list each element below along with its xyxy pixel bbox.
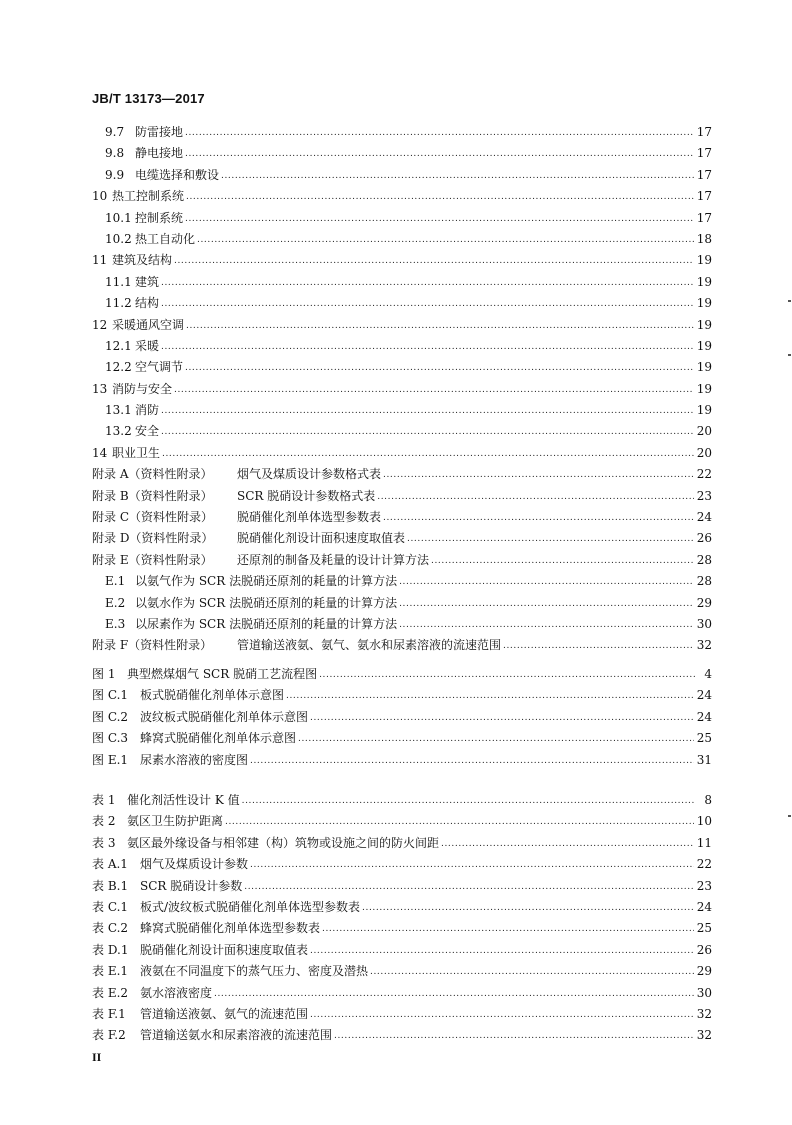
entry-title: 采暖 xyxy=(135,338,160,353)
figure-entry[interactable] xyxy=(92,685,712,706)
dot-leader xyxy=(310,706,694,729)
dot-leader xyxy=(383,506,694,529)
toc-entry[interactable] xyxy=(92,293,712,314)
table-entry[interactable] xyxy=(92,918,712,939)
entry-title: 烟气及煤质设计参数格式表 xyxy=(237,467,382,482)
entry-title: 催化剂活性设计 K 值 xyxy=(127,793,240,807)
dot-leader xyxy=(185,142,694,165)
toc-entry[interactable] xyxy=(92,635,712,656)
dot-leader xyxy=(225,810,694,833)
entry-number: 表 C.1 xyxy=(92,899,129,914)
dot-leader xyxy=(503,634,694,657)
dot-leader xyxy=(197,228,694,251)
dot-leader xyxy=(174,378,694,401)
toc-entry[interactable] xyxy=(92,143,712,164)
dot-leader xyxy=(161,399,694,422)
entry-number: 附录 F（资料性附录） xyxy=(92,638,213,653)
table-entry[interactable] xyxy=(92,1025,712,1046)
entry-page-number: 23 xyxy=(696,488,712,503)
toc-entry[interactable] xyxy=(92,464,712,485)
toc-entry[interactable] xyxy=(92,443,712,464)
dot-leader xyxy=(286,684,694,707)
dot-leader xyxy=(186,314,694,337)
dot-leader xyxy=(214,982,694,1005)
entry-page-number: 17 xyxy=(696,210,712,225)
entry-page-number: 30 xyxy=(696,616,712,631)
entry-page-number: 22 xyxy=(696,857,712,872)
toc-entry[interactable] xyxy=(92,315,712,336)
dot-leader xyxy=(399,570,694,593)
entry-title: 脱硝催化剂单体选型参数表 xyxy=(237,510,382,525)
scan-speck xyxy=(788,815,791,817)
entry-number: 表 F.2 xyxy=(92,1028,126,1043)
entry-title: 电缆选择和敷设 xyxy=(135,167,220,182)
dot-leader xyxy=(221,164,694,187)
entry-number: 11.1 xyxy=(105,274,132,289)
toc-entry[interactable] xyxy=(92,614,712,635)
entry-title: 消防与安全 xyxy=(112,381,173,396)
toc-entry[interactable] xyxy=(92,593,712,614)
entry-page-number: 26 xyxy=(696,531,712,546)
entry-title: 管道输送氨水和尿素溶液的流速范围 xyxy=(140,1028,333,1043)
entry-title: 板式脱硝催化剂单体示意图 xyxy=(140,688,285,703)
figure-entry[interactable] xyxy=(92,728,712,749)
figure-entry[interactable] xyxy=(92,750,712,771)
toc-entry[interactable] xyxy=(92,421,712,442)
dot-leader xyxy=(185,356,694,379)
toc-entry[interactable] xyxy=(92,507,712,528)
entry-number: 图 C.1 xyxy=(92,688,129,703)
entry-title: 建筑 xyxy=(135,274,160,289)
table-entry[interactable] xyxy=(92,897,712,918)
entry-title: 氨水溶液密度 xyxy=(140,985,213,1000)
entry-title: 蜂窝式脱硝催化剂单体选型参数表 xyxy=(140,921,321,936)
entry-number: 12.1 xyxy=(105,338,132,353)
entry-number: 附录 B（资料性附录） xyxy=(92,488,213,503)
entry-title: 蜂窝式脱硝催化剂单体示意图 xyxy=(140,731,297,746)
entry-page-number: 20 xyxy=(696,424,712,439)
toc-entry[interactable] xyxy=(92,272,712,293)
entry-title: 采暖通风空调 xyxy=(112,317,185,332)
entry-number: E.2 xyxy=(105,595,126,610)
entry-page-number: 17 xyxy=(696,146,712,161)
entry-number: 14 xyxy=(92,445,108,460)
entry-number: 表 1 xyxy=(92,793,116,807)
entry-number: 10.2 xyxy=(105,231,132,246)
dot-leader xyxy=(383,463,694,486)
entry-title: 防雷接地 xyxy=(135,125,184,139)
dot-leader xyxy=(362,896,694,919)
dot-leader xyxy=(310,1003,694,1026)
dot-leader xyxy=(161,292,694,315)
entry-title: SCR 脱硝设计参数格式表 xyxy=(237,488,376,503)
dot-leader xyxy=(377,485,693,508)
entry-page-number: 24 xyxy=(696,688,712,703)
entry-number: 附录 D（资料性附录） xyxy=(92,531,214,546)
entry-number: 附录 A（资料性附录） xyxy=(92,467,213,482)
entry-number: 附录 E（资料性附录） xyxy=(92,552,213,567)
entry-page-number: 20 xyxy=(696,445,712,460)
toc-entry[interactable] xyxy=(92,550,712,571)
entry-title: 还原剂的制备及耗量的设计计算方法 xyxy=(237,552,430,567)
entry-number: 附录 C（资料性附录） xyxy=(92,510,213,525)
entry-number: E.3 xyxy=(105,616,126,631)
entry-page-number: 26 xyxy=(696,942,712,957)
entry-page-number: 24 xyxy=(696,510,712,525)
entry-page-number: 19 xyxy=(696,338,712,353)
entry-title: 波纹板式脱硝催化剂单体示意图 xyxy=(140,709,309,724)
table-entry[interactable] xyxy=(92,833,712,854)
dot-leader xyxy=(161,271,694,294)
table-entry[interactable] xyxy=(92,854,712,875)
entry-number: 11.2 xyxy=(105,296,132,311)
entry-number: 11 xyxy=(92,253,108,268)
entry-page-number: 32 xyxy=(696,638,712,653)
list-of-tables xyxy=(92,790,712,1047)
entry-page-number: 31 xyxy=(696,752,712,767)
entry-title: 热工自动化 xyxy=(135,231,196,246)
entry-number: 表 E.2 xyxy=(92,985,129,1000)
entry-title: 管道输送液氨、氨气的流速范围 xyxy=(140,1006,309,1021)
toc-entry[interactable] xyxy=(92,400,712,421)
scan-speck xyxy=(788,300,791,302)
entry-page-number: 28 xyxy=(696,552,712,567)
entry-number: 9.9 xyxy=(105,167,125,182)
dot-leader xyxy=(334,1024,694,1047)
page-number-footer: II xyxy=(92,1050,102,1064)
dot-leader xyxy=(322,917,694,940)
dot-leader xyxy=(162,442,694,465)
toc-entry[interactable] xyxy=(92,165,712,186)
dot-leader xyxy=(399,592,694,615)
entry-title: 结构 xyxy=(135,296,160,311)
entry-page-number: 18 xyxy=(696,231,712,246)
entry-page-number: 19 xyxy=(696,403,712,418)
entry-title: 脱硝催化剂设计面积速度取值表 xyxy=(140,942,309,957)
dot-leader xyxy=(185,207,694,230)
toc-entry[interactable] xyxy=(92,250,712,271)
toc-entry[interactable] xyxy=(92,208,712,229)
dot-leader xyxy=(310,939,694,962)
entry-number: 10 xyxy=(92,189,108,204)
list-of-figures xyxy=(92,664,712,771)
entry-page-number: 24 xyxy=(696,899,712,914)
entry-title: 静电接地 xyxy=(135,146,184,161)
entry-page-number: 10 xyxy=(696,814,712,829)
entry-number: 表 C.2 xyxy=(92,921,129,936)
entry-number: 13.1 xyxy=(105,403,132,418)
entry-title: 以氨水作为 SCR 法脱硝还原剂的耗量的计算方法 xyxy=(135,595,398,610)
entry-page-number: 22 xyxy=(696,467,712,482)
entry-page-number: 29 xyxy=(696,595,712,610)
entry-title: 典型燃煤烟气 SCR 脱硝工艺流程图 xyxy=(127,667,318,681)
entry-title: 板式/波纹板式脱硝催化剂单体选型参数表 xyxy=(140,899,361,914)
dot-leader xyxy=(319,663,695,686)
entry-title: 以尿素作为 SCR 法脱硝还原剂的耗量的计算方法 xyxy=(135,616,398,631)
dot-leader xyxy=(161,420,694,443)
entry-number: 表 F.1 xyxy=(92,1006,126,1021)
dot-leader xyxy=(441,832,694,855)
entry-number: 表 B.1 xyxy=(92,878,129,893)
entry-number: 9.7 xyxy=(105,125,125,139)
toc-entry[interactable] xyxy=(92,379,712,400)
scan-speck xyxy=(788,354,791,356)
entry-title: 热工控制系统 xyxy=(112,189,185,204)
table-entry[interactable] xyxy=(92,983,712,1004)
table-entry[interactable] xyxy=(92,876,712,897)
entry-page-number: 17 xyxy=(696,167,712,182)
table-entry[interactable] xyxy=(92,961,712,982)
toc-entry[interactable] xyxy=(92,229,712,250)
entry-page-number: 17 xyxy=(696,125,712,139)
toc-entry[interactable] xyxy=(92,357,712,378)
table-of-contents xyxy=(92,122,712,657)
entry-page-number: 19 xyxy=(696,360,712,375)
table-entry[interactable] xyxy=(92,790,712,811)
table-entry[interactable] xyxy=(92,811,712,832)
entry-page-number: 32 xyxy=(696,1006,712,1021)
entry-title: 建筑及结构 xyxy=(112,253,173,268)
toc-entry[interactable] xyxy=(92,571,712,592)
dot-leader xyxy=(242,789,695,812)
toc-entry[interactable] xyxy=(92,186,712,207)
entry-page-number: 19 xyxy=(696,381,712,396)
dot-leader xyxy=(244,875,693,898)
figure-entry[interactable] xyxy=(92,664,712,685)
entry-title: 以氨气作为 SCR 法脱硝还原剂的耗量的计算方法 xyxy=(135,574,398,589)
entry-number: 图 1 xyxy=(92,667,116,681)
entry-title: 职业卫生 xyxy=(112,445,161,460)
entry-page-number: 19 xyxy=(696,253,712,268)
entry-number: 12.2 xyxy=(105,360,132,375)
toc-entry[interactable] xyxy=(92,528,712,549)
entry-page-number: 11 xyxy=(696,835,712,850)
entry-title: 氨区卫生防护距离 xyxy=(127,814,224,829)
entry-title: 脱硝催化剂设计面积速度取值表 xyxy=(237,531,406,546)
dot-leader xyxy=(407,527,694,550)
entry-title: 安全 xyxy=(135,424,160,439)
entry-page-number: 19 xyxy=(696,317,712,332)
entry-page-number: 28 xyxy=(696,574,712,589)
document-number-header: JB/T 13173—2017 xyxy=(92,91,205,106)
dot-leader xyxy=(161,335,694,358)
toc-entry[interactable] xyxy=(92,336,712,357)
entry-page-number: 19 xyxy=(696,274,712,289)
entry-title: 消防 xyxy=(135,403,160,418)
entry-number: 表 3 xyxy=(92,835,116,850)
entry-number: 表 E.1 xyxy=(92,964,129,979)
entry-number: 表 D.1 xyxy=(92,942,129,957)
dot-leader xyxy=(370,960,694,983)
entry-number: 10.1 xyxy=(105,210,132,225)
entry-page-number: 8 xyxy=(704,793,712,807)
entry-title: 氨区最外缘设备与相邻建（构）筑物或设施之间的防火间距 xyxy=(127,835,440,850)
entry-number: E.1 xyxy=(105,574,126,589)
dot-leader xyxy=(250,853,694,876)
entry-title: 空气调节 xyxy=(135,360,184,375)
entry-number: 图 C.3 xyxy=(92,731,129,746)
toc-entry[interactable] xyxy=(92,486,712,507)
dot-leader xyxy=(250,749,694,772)
entry-number: 图 C.2 xyxy=(92,709,129,724)
entry-title: 烟气及煤质设计参数 xyxy=(140,857,249,872)
entry-page-number: 25 xyxy=(696,921,712,936)
entry-title: SCR 脱硝设计参数 xyxy=(140,878,243,893)
entry-title: 控制系统 xyxy=(135,210,184,225)
entry-page-number: 30 xyxy=(696,985,712,1000)
entry-number: 13 xyxy=(92,381,108,396)
dot-leader xyxy=(399,613,694,636)
entry-page-number: 17 xyxy=(696,189,712,204)
table-entry[interactable] xyxy=(92,940,712,961)
toc-entry[interactable] xyxy=(92,122,712,143)
entry-number: 12 xyxy=(92,317,108,332)
entry-page-number: 4 xyxy=(704,667,712,681)
entry-page-number: 24 xyxy=(696,709,712,724)
entry-number: 表 A.1 xyxy=(92,857,128,872)
entry-number: 9.8 xyxy=(105,146,125,161)
figure-entry[interactable] xyxy=(92,707,712,728)
dot-leader xyxy=(174,249,694,272)
dot-leader xyxy=(431,549,694,572)
entry-page-number: 29 xyxy=(696,964,712,979)
dot-leader xyxy=(186,185,694,208)
table-entry[interactable] xyxy=(92,1004,712,1025)
entry-page-number: 23 xyxy=(696,878,712,893)
dot-leader xyxy=(185,121,694,144)
entry-page-number: 25 xyxy=(696,731,712,746)
entry-number: 表 2 xyxy=(92,814,116,829)
entry-number: 13.2 xyxy=(105,424,132,439)
entry-title: 液氨在不同温度下的蒸气压力、密度及潜热 xyxy=(140,964,369,979)
entry-title: 尿素水溶液的密度图 xyxy=(140,752,249,767)
entry-number: 图 E.1 xyxy=(92,752,129,767)
dot-leader xyxy=(298,727,694,750)
entry-page-number: 19 xyxy=(696,296,712,311)
entry-page-number: 32 xyxy=(696,1028,712,1043)
entry-title: 管道输送液氨、氨气、氨水和尿素溶液的流速范围 xyxy=(237,638,502,653)
